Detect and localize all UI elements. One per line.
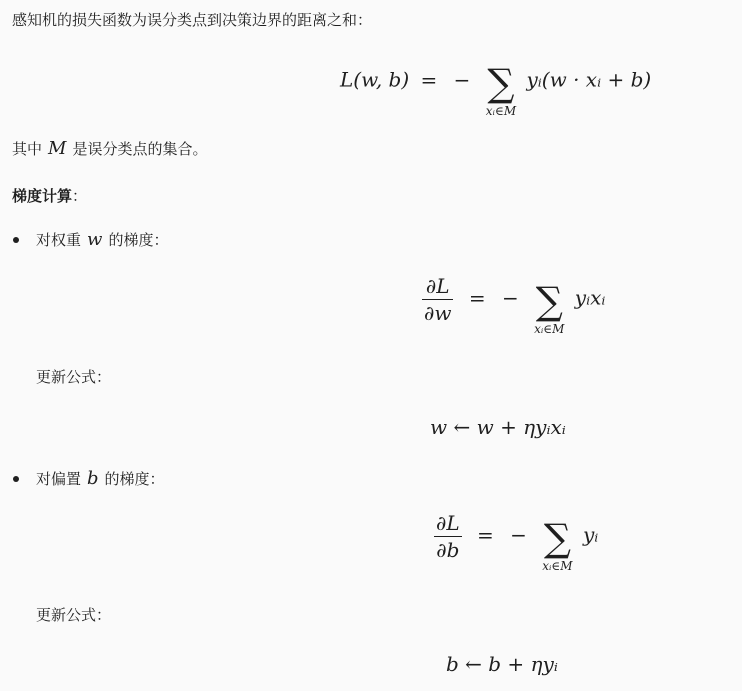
w-prefix: 对权重 <box>36 231 82 249</box>
b-frac-num: ∂L <box>436 510 460 535</box>
b-gradient-equation <box>430 509 599 573</box>
gradient-heading <box>12 185 87 207</box>
b-fraction <box>434 510 462 563</box>
loss-equation <box>340 54 652 118</box>
w-frac-den: ∂w <box>424 300 452 325</box>
gradient-heading-label: 梯度计算 <box>12 187 73 205</box>
w-sigma: ∑ <box>535 279 563 323</box>
b-suffix: 的梯度： <box>104 470 165 488</box>
b-update-label: 更新公式： <box>36 606 112 624</box>
b-minus: − <box>510 522 527 547</box>
w-update-equation: w ← w + ηyᵢxᵢ <box>430 415 566 439</box>
b-eq-sign: = <box>476 522 494 547</box>
b-prefix: 对偏置 <box>36 470 82 488</box>
loss-lhs: L(w, b) <box>340 67 410 92</box>
b-sum-sub: xᵢ∈M <box>542 559 573 573</box>
where-symbol: M <box>48 138 67 159</box>
where-prefix: 其中 <box>12 140 43 158</box>
where-text <box>12 138 207 160</box>
b-sigma: ∑ <box>543 516 571 560</box>
w-eq-sign: = <box>468 285 486 310</box>
b-item-text <box>36 468 165 490</box>
loss-body: yᵢ(w · xᵢ + b) <box>526 67 652 92</box>
loss-sigma: ∑ <box>487 61 515 105</box>
bullet-b <box>13 476 19 482</box>
intro-text: 感知机的损失函数为误分类点到决策边界的距离之和： <box>12 11 373 29</box>
bullet-w <box>13 237 19 243</box>
w-fraction <box>422 273 453 326</box>
w-body: yᵢxᵢ <box>574 285 606 310</box>
b-update-equation: b ← b + ηyᵢ <box>446 652 558 676</box>
where-suffix: 是误分类点的集合。 <box>72 140 208 158</box>
w-suffix: 的梯度： <box>108 231 169 249</box>
w-gradient-equation <box>418 272 606 336</box>
loss-eq-sign: = <box>420 67 438 92</box>
w-symbol: w <box>87 229 103 250</box>
b-sum <box>542 516 573 573</box>
b-symbol: b <box>87 468 99 489</box>
w-sum <box>534 279 565 336</box>
b-frac-den: ∂b <box>436 537 460 562</box>
w-item-text <box>36 229 168 251</box>
gradient-heading-colon: ： <box>72 187 88 205</box>
w-sum-sub: xᵢ∈M <box>534 322 565 336</box>
loss-minus: − <box>453 67 471 92</box>
w-update-label: 更新公式： <box>36 368 112 386</box>
w-minus: − <box>501 285 519 310</box>
b-body: yᵢ <box>582 522 599 547</box>
loss-sum-sub: xᵢ∈M <box>485 104 517 118</box>
loss-sum <box>485 61 517 118</box>
w-frac-num: ∂L <box>425 273 450 298</box>
